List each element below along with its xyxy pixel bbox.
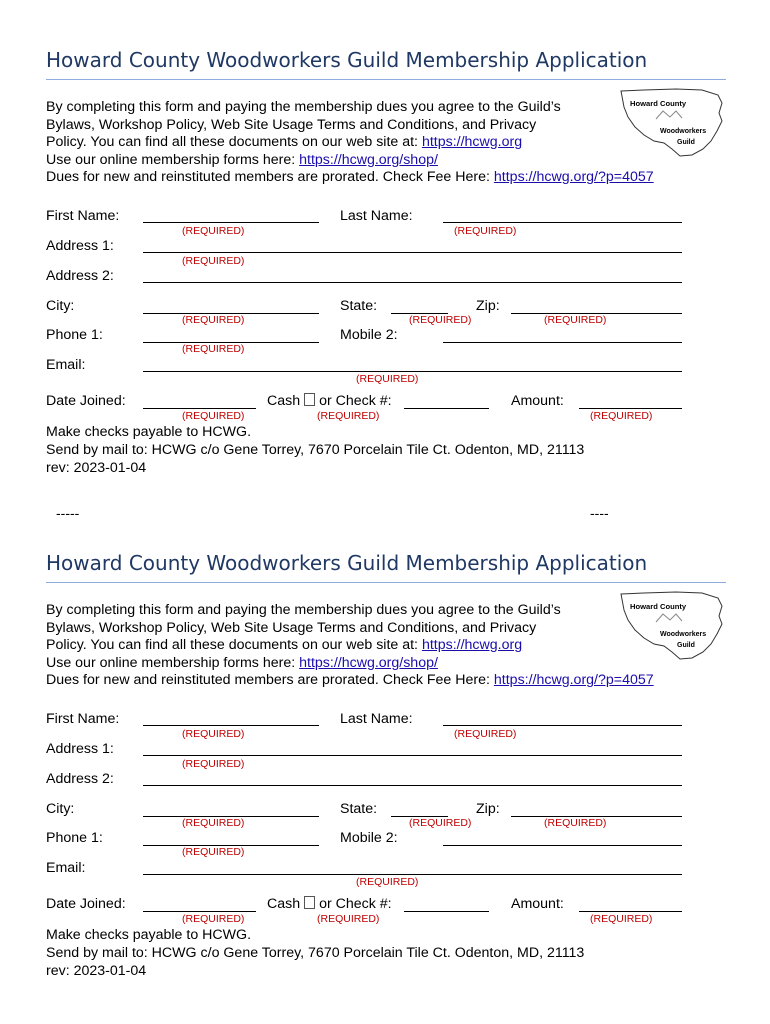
state-label: State: (340, 298, 378, 314)
city-label: City: (46, 801, 75, 817)
city-label: City: (46, 298, 75, 314)
form-title: Howard County Woodworkers Guild Membership Application (46, 48, 648, 72)
mail-address: Send by mail to: HCWG c/o Gene Torrey, 7670 Porcelain Tile Ct. Odenton, MD, 21113 (46, 442, 585, 458)
required-note: (REQUIRED) (409, 817, 472, 829)
form-title: Howard County Woodworkers Guild Membership Application (46, 551, 648, 575)
revision: rev: 2023-01-04 (46, 460, 147, 476)
shop-link[interactable]: https://hcwg.org/shop/ (299, 654, 438, 671)
cash-option[interactable]: Cash or Check #: (267, 393, 392, 409)
svg-text:Howard County: Howard County (630, 602, 687, 611)
last-name-field[interactable] (443, 222, 682, 223)
amount-label: Amount: (511, 896, 564, 912)
first-name-label: First Name: (46, 208, 120, 224)
address1-field[interactable] (143, 252, 682, 253)
cash-checkbox[interactable] (304, 896, 315, 909)
mobile2-field[interactable] (443, 342, 682, 343)
fee-link[interactable]: https://hcwg.org/?p=4057 (493, 672, 654, 688)
zip-label: Zip: (476, 801, 500, 817)
amount-field[interactable] (579, 408, 682, 409)
cut-line-right: ---- (590, 505, 609, 521)
mobile2-label: Mobile 2: (340, 830, 398, 846)
revision: rev: 2023-01-04 (46, 963, 147, 979)
intro-text: By completing this form and paying the membership dues you agree to the Guild’s Bylaws, Workshop Policy, Web Site Usage Terms and Conditions, and Privacy Policy. You can find all these documents on our web site at: https://hcwg.org Use our online membership forms here: https://hcwg.org/shop/ Dues for new and reinstituted members are prorated. Check Fee Here: https://hcwg.org/?p=4057 (46, 99, 654, 185)
required-note: (REQUIRED) (454, 225, 517, 237)
email-label: Email: (46, 860, 86, 876)
amount-field[interactable] (579, 911, 682, 912)
email-field[interactable] (143, 874, 682, 875)
address2-field[interactable] (143, 282, 682, 283)
required-note: (REQUIRED) (590, 410, 653, 422)
amount-label: Amount: (511, 393, 564, 409)
required-note: (REQUIRED) (409, 314, 472, 326)
required-note: (REQUIRED) (182, 225, 245, 237)
svg-text:Guild: Guild (677, 642, 695, 649)
required-note: (REQUIRED) (356, 373, 419, 385)
check-number-field[interactable] (404, 408, 489, 409)
svg-text:Woodworkers: Woodworkers (660, 631, 707, 638)
hcwg-link[interactable]: https://hcwg.org (421, 637, 523, 653)
last-name-label: Last Name: (340, 711, 413, 727)
phone1-label: Phone 1: (46, 327, 103, 343)
date-joined-label: Date Joined: (46, 393, 126, 409)
date-joined-label: Date Joined: (46, 896, 126, 912)
payable-note: Make checks payable to HCWG. (46, 424, 252, 440)
mobile2-field[interactable] (443, 845, 682, 846)
last-name-field[interactable] (443, 725, 682, 726)
address1-label: Address 1: (46, 238, 114, 254)
required-note: (REQUIRED) (182, 410, 245, 422)
email-field[interactable] (143, 371, 682, 372)
mobile2-label: Mobile 2: (340, 327, 398, 343)
address2-label: Address 2: (46, 771, 114, 787)
zip-label: Zip: (476, 298, 500, 314)
mail-address: Send by mail to: HCWG c/o Gene Torrey, 7670 Porcelain Tile Ct. Odenton, MD, 21113 (46, 945, 585, 961)
check-number-field[interactable] (404, 911, 489, 912)
required-note: (REQUIRED) (182, 728, 245, 740)
date-joined-field[interactable] (143, 408, 256, 409)
required-note: (REQUIRED) (182, 913, 245, 925)
title-rule (46, 79, 726, 80)
phone1-label: Phone 1: (46, 830, 103, 846)
first-name-label: First Name: (46, 711, 120, 727)
guild-logo (618, 590, 725, 662)
address1-label: Address 1: (46, 741, 114, 757)
email-label: Email: (46, 357, 86, 373)
first-name-field[interactable] (143, 725, 319, 726)
state-label: State: (340, 801, 378, 817)
address1-field[interactable] (143, 755, 682, 756)
required-note: (REQUIRED) (182, 255, 245, 267)
cut-line-left: ----- (56, 505, 80, 521)
required-note: (REQUIRED) (454, 728, 517, 740)
required-note: (REQUIRED) (182, 758, 245, 770)
required-note: (REQUIRED) (356, 876, 419, 888)
last-name-label: Last Name: (340, 208, 413, 224)
svg-text:Howard County: Howard County (630, 99, 687, 108)
required-note: (REQUIRED) (590, 913, 653, 925)
first-name-field[interactable] (143, 222, 319, 223)
required-note: (REQUIRED) (317, 410, 380, 422)
title-rule (46, 582, 726, 583)
membership-form-2 (0, 503, 770, 979)
address2-field[interactable] (143, 785, 682, 786)
required-note: (REQUIRED) (544, 817, 607, 829)
address2-label: Address 2: (46, 268, 114, 284)
required-note: (REQUIRED) (182, 314, 245, 326)
cash-option[interactable]: Cash or Check #: (267, 896, 392, 912)
svg-text:Guild: Guild (677, 139, 695, 146)
payable-note: Make checks payable to HCWG. (46, 927, 252, 943)
hcwg-link[interactable]: https://hcwg.org (421, 134, 523, 150)
required-note: (REQUIRED) (182, 343, 245, 355)
cash-checkbox[interactable] (304, 393, 315, 406)
date-joined-field[interactable] (143, 911, 256, 912)
guild-logo (618, 87, 725, 159)
intro-text: By completing this form and paying the membership dues you agree to the Guild’s Bylaws, Workshop Policy, Web Site Usage Terms and Conditions, and Privacy Policy. You can find all these documents on our web site at: https://hcwg.org Use our online membership forms here: https://hcwg.org/shop/ Dues for new and reinstituted members are prorated. Check Fee Here: https://hcwg.org/?p=4057 (46, 602, 654, 688)
required-note: (REQUIRED) (544, 314, 607, 326)
membership-form-1 (0, 0, 770, 476)
shop-link[interactable]: https://hcwg.org/shop/ (299, 151, 438, 168)
svg-text:Woodworkers: Woodworkers (660, 128, 707, 135)
required-note: (REQUIRED) (317, 913, 380, 925)
required-note: (REQUIRED) (182, 846, 245, 858)
required-note: (REQUIRED) (182, 817, 245, 829)
fee-link[interactable]: https://hcwg.org/?p=4057 (493, 169, 654, 185)
